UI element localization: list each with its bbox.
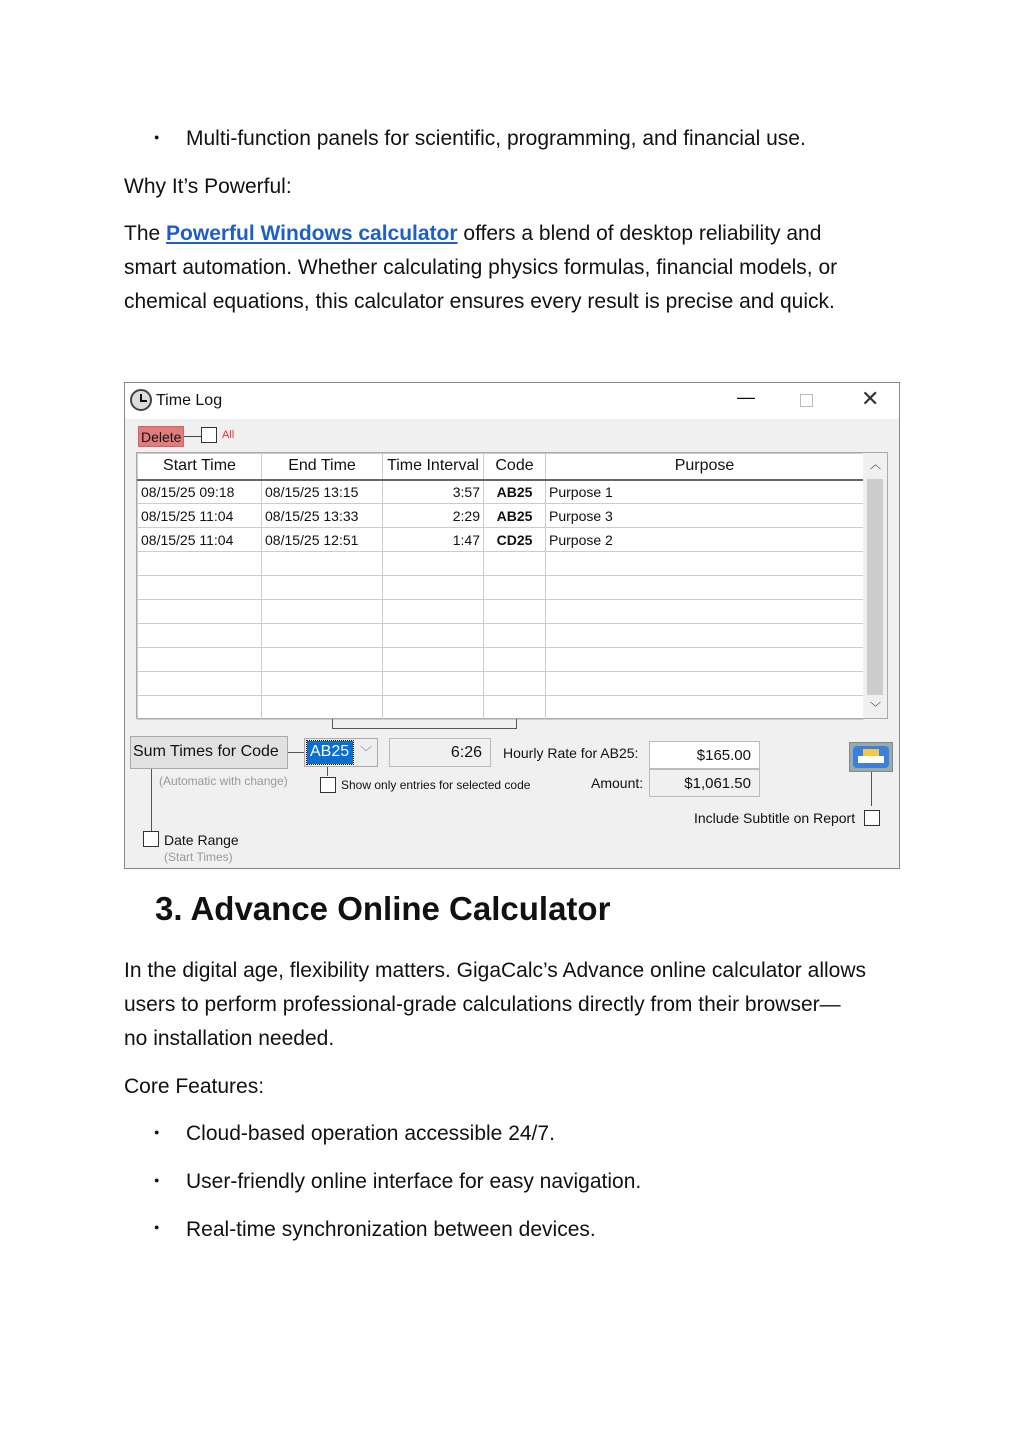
auto-note: (Automatic with change) <box>159 774 288 788</box>
close-button[interactable]: ✕ <box>861 386 880 411</box>
cell[interactable]: 3:57 <box>383 480 484 504</box>
cell[interactable]: Purpose 2 <box>546 528 864 552</box>
minimize-button[interactable]: — <box>737 387 755 407</box>
cell[interactable]: 08/15/25 09:18 <box>138 480 262 504</box>
hourly-rate-label: Hourly Rate for AB25: <box>503 745 639 761</box>
column-header[interactable]: Purpose <box>546 454 864 480</box>
text: offers a blend of desktop reliability and <box>457 222 822 245</box>
bullet: ● <box>154 1127 160 1137</box>
include-subtitle-checkbox[interactable] <box>864 810 880 826</box>
cell[interactable]: 08/15/25 11:04 <box>138 504 262 528</box>
paragraph-line: smart automation. Whether calculating physics formulas, financial models, or <box>124 256 838 279</box>
bullet: ● <box>154 1175 160 1185</box>
cell[interactable]: Purpose 1 <box>546 480 864 504</box>
column-header[interactable]: End Time <box>262 454 383 480</box>
connector <box>871 772 872 806</box>
cell[interactable]: 08/15/25 13:33 <box>262 504 383 528</box>
show-only-label: Show only entries for selected code <box>341 778 531 792</box>
section-heading: 3. Advance Online Calculator <box>155 890 611 927</box>
empty-row[interactable] <box>138 600 864 624</box>
powerful-windows-calculator-link[interactable]: Powerful Windows calculator <box>166 222 458 245</box>
amount-label: Amount: <box>591 775 644 791</box>
all-label: All <box>222 429 235 441</box>
time-log-grid <box>136 452 888 719</box>
column-header[interactable]: Time Interval <box>383 454 484 480</box>
text: The <box>124 222 167 245</box>
feature-item: Real-time synchronization between devices. <box>186 1218 596 1241</box>
paragraph-line: no installation needed. <box>124 1027 335 1050</box>
cell[interactable]: 2:29 <box>383 504 484 528</box>
show-only-checkbox[interactable] <box>320 777 336 793</box>
sum-time-field: 6:26 <box>389 738 491 767</box>
print-button[interactable] <box>849 742 893 772</box>
subheading: Core Features: <box>124 1075 265 1098</box>
empty-row[interactable] <box>138 672 864 696</box>
all-checkbox[interactable] <box>201 427 217 443</box>
bullet-text: Multi-function panels for scientific, programming, and financial use. <box>186 127 806 150</box>
date-range-note: (Start Times) <box>164 850 233 864</box>
code-dropdown[interactable] <box>304 738 378 767</box>
title-bar <box>125 383 899 419</box>
delete-button[interactable]: Delete <box>138 426 184 447</box>
cell[interactable]: AB25 <box>484 480 546 504</box>
chevron-down-icon: ﹀ <box>360 745 373 759</box>
paragraph-line: users to perform professional-grade calculations directly from their browser— <box>124 993 841 1016</box>
connector <box>327 767 328 776</box>
printer-icon <box>853 746 889 768</box>
maximize-button[interactable] <box>800 394 813 407</box>
time-log-window <box>124 382 900 869</box>
table-row[interactable] <box>138 528 864 552</box>
scrollbar-thumb[interactable] <box>867 479 883 695</box>
scroll-down-icon[interactable]: ﹀ <box>870 702 881 714</box>
include-subtitle-label: Include Subtitle on Report <box>694 810 856 826</box>
hourly-rate-input[interactable]: $165.00 <box>649 741 760 769</box>
scroll-up-icon[interactable]: ︿ <box>870 459 881 471</box>
table-row[interactable] <box>138 504 864 528</box>
bullet: ● <box>154 1222 160 1232</box>
cell[interactable]: 08/15/25 11:04 <box>138 528 262 552</box>
bullet: ● <box>154 132 160 142</box>
empty-row[interactable] <box>138 648 864 672</box>
empty-row[interactable] <box>138 552 864 576</box>
paragraph-line <box>124 217 821 251</box>
feature-item: User-friendly online interface for easy navigation. <box>186 1170 642 1193</box>
amount-field: $1,061.50 <box>649 769 760 797</box>
window-title: Time Log <box>156 392 223 409</box>
cell[interactable]: 08/15/25 13:15 <box>262 480 383 504</box>
paragraph-line: In the digital age, flexibility matters. GigaCalc’s Advance online calculator allows <box>124 959 866 982</box>
paragraph-line: chemical equations, this calculator ensures every result is precise and quick. <box>124 290 835 313</box>
sum-times-button[interactable]: Sum Times for Code <box>130 736 288 769</box>
table-row[interactable] <box>138 480 864 504</box>
cell[interactable]: Purpose 3 <box>546 504 864 528</box>
connector <box>288 752 304 753</box>
date-range-label: Date Range <box>164 832 239 848</box>
cell[interactable]: CD25 <box>484 528 546 552</box>
feature-item: Cloud-based operation accessible 24/7. <box>186 1122 555 1145</box>
cell[interactable]: AB25 <box>484 504 546 528</box>
cell[interactable]: 08/15/25 12:51 <box>262 528 383 552</box>
column-header[interactable]: Start Time <box>138 454 262 480</box>
code-selected: AB25 <box>307 741 353 764</box>
connector <box>151 769 152 831</box>
empty-row[interactable] <box>138 576 864 600</box>
empty-row[interactable] <box>138 696 864 720</box>
date-range-checkbox[interactable] <box>143 831 159 847</box>
subheading: Why It’s Powerful: <box>124 175 292 198</box>
empty-row[interactable] <box>138 624 864 648</box>
connector <box>332 728 517 729</box>
clock-icon <box>130 389 152 411</box>
column-header[interactable]: Code <box>484 454 546 480</box>
header-row <box>138 454 864 480</box>
vertical-scrollbar[interactable] <box>863 453 887 718</box>
connector <box>184 436 201 437</box>
cell[interactable]: 1:47 <box>383 528 484 552</box>
